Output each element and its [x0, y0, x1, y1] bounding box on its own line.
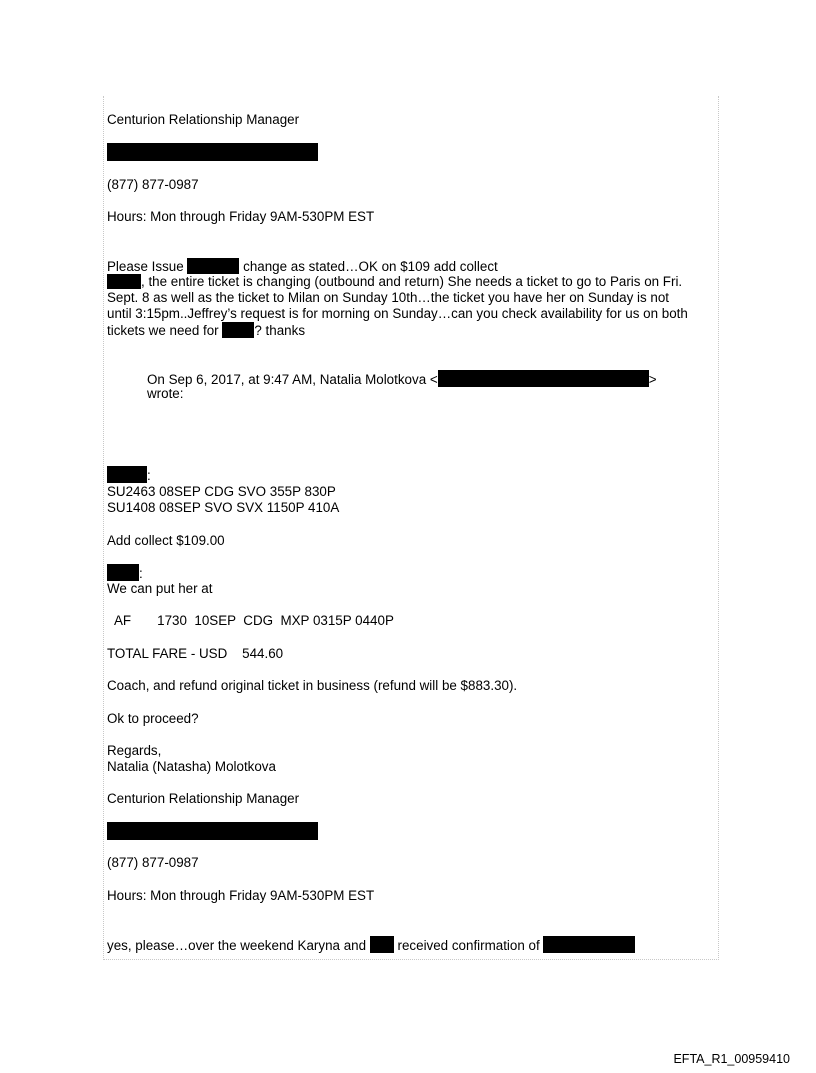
redaction-box: [370, 936, 394, 953]
sig1-hours: Hours: Mon through Friday 9AM-530PM EST: [107, 209, 375, 224]
flight-line: SU1408 08SEP SVO SVX 1150P 410A: [107, 500, 340, 515]
flight-line: SU2463 08SEP CDG SVO 355P 830P: [107, 484, 336, 499]
last-line: [107, 936, 635, 954]
reply-text: tickets we need for: [107, 323, 219, 338]
redaction-box: [438, 370, 649, 387]
sig1-phone: (877) 877-0987: [107, 177, 199, 192]
reply-text: ? thanks: [254, 323, 306, 338]
reply-text: change as stated…OK on $109 add collect: [243, 259, 498, 274]
reply-line-2: [107, 274, 682, 290]
reply-line-5: [107, 322, 305, 339]
redaction-box: [107, 466, 147, 483]
sig1-title: Centurion Relationship Manager: [107, 112, 300, 127]
coach-refund: Coach, and refund original ticket in business (refund will be $883.30).: [107, 678, 518, 693]
sig2-hours: Hours: Mon through Friday 9AM-530PM EST: [107, 888, 375, 903]
last-text: received confirmation of: [397, 938, 540, 953]
ok-to-proceed: Ok to proceed?: [107, 711, 199, 726]
regards: Regards,: [107, 743, 162, 758]
quote-text: >: [648, 372, 657, 387]
redaction-box: [543, 936, 635, 953]
total-fare: TOTAL FARE - USD 544.60: [107, 646, 284, 661]
sig2-title: Centurion Relationship Manager: [107, 791, 300, 806]
quote-wrote: wrote:: [147, 386, 184, 401]
document-id: EFTA_R1_00959410: [673, 1052, 790, 1066]
sender-name: Natalia (Natasha) Molotkova: [107, 759, 276, 774]
reply-text: , the entire ticket is changing (outbound and return) She needs a ticket to go to Paris on Fri.: [141, 274, 683, 289]
redaction-box: [187, 258, 239, 274]
sig2-phone: (877) 877-0987: [107, 855, 199, 870]
put-her-at: We can put her at: [107, 581, 213, 596]
reply-line-1: [107, 258, 498, 275]
redaction-box: [107, 822, 318, 840]
reply-line-4: until 3:15pm..Jeffrey’s request is for morning on Sunday…can you check availability for us on both: [107, 306, 688, 321]
quote-header: [147, 370, 657, 388]
redaction-box: [107, 274, 141, 289]
redaction-box: [222, 322, 254, 338]
quote-text: On Sep 6, 2017, at 9:47 AM, Natalia Molotkova <: [147, 372, 438, 387]
colon: :: [139, 566, 143, 581]
redaction-box: [107, 564, 139, 581]
last-text: yes, please…over the weekend Karyna and: [107, 938, 367, 953]
redaction-box: [107, 143, 318, 161]
add-collect: Add collect $109.00: [107, 533, 225, 548]
reply-line-3: Sept. 8 as well as the ticket to Milan on Sunday 10th…the ticket you have her on Sunday is not: [107, 290, 669, 305]
itin-label-1: [107, 466, 151, 484]
colon: :: [147, 468, 151, 483]
af-flight-line: AF 1730 10SEP CDG MXP 0315P 0440P: [114, 613, 394, 628]
itin-label-2: [107, 564, 143, 582]
reply-text: Please Issue: [107, 259, 184, 274]
